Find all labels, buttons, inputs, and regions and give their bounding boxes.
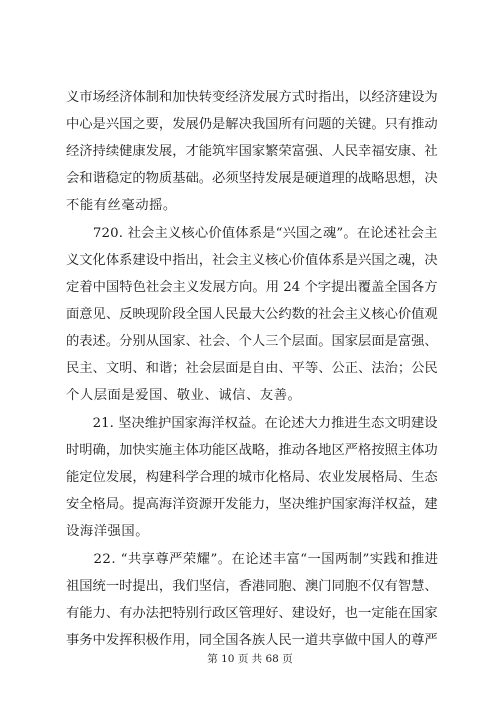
text-line: 个人层面是爱国、敬业、诚信、友善。 [66, 388, 302, 403]
paragraph-start-line: 21. 坚决维护国家海洋权益。在论述大力推进生态文明建设 [66, 416, 438, 431]
text-line: 设海洋强国。 [66, 524, 150, 539]
text-line: 民主、文明、和谐；社会层面是自由、平等、公正、法治；公民 [66, 361, 438, 376]
text-line: 会和谐稳定的物质基础。必须坚持发展是硬道理的战略思想，决 [66, 171, 438, 186]
text-line: 的表述。分别从国家、社会、个人三个层面。国家层面是富强、 [66, 334, 438, 349]
text-line: 时明确，加快实施主体功能区战略，推动各地区严格按照主体功 [66, 443, 438, 458]
text-line: 面意见、反映现阶段全国人民最大公约数的社会主义核心价值观 [66, 307, 438, 322]
page-number-footer: 第 10 页 共 68 页 [207, 653, 293, 665]
paragraph-start-line: 720. 社会主义核心价值体系是“兴国之魂”。在论述社会主 [66, 226, 438, 241]
text-line: 安全格局。提高海洋资源开发能力，坚决维护国家海洋权益，建 [66, 497, 438, 512]
text-line: 祖国统一时提出，我们坚信，香港同胞、澳门同胞不仅有智慧、 [66, 579, 438, 594]
text-line: 事务中发挥积极作用，同全国各族人民一道共享做中国人的尊严 [66, 633, 438, 648]
text-line: 义文化体系建设中指出，社会主义核心价值体系是兴国之魂，决 [66, 253, 438, 268]
text-line: 有能力、有办法把特别行政区管理好、建设好，也一定能在国家 [66, 606, 438, 621]
paragraph-start-line: 22. “共享尊严荣耀”。在论述丰富“一国两制”实践和推进 [66, 552, 439, 567]
text-line: 中心是兴国之要，发展仍是解决我国所有问题的关键。只有推动 [66, 117, 438, 132]
text-line: 定着中国特色社会主义发展方向。用 24 个字提出覆盖全国各方 [66, 280, 438, 295]
text-line: 不能有丝毫动摇。 [66, 198, 177, 213]
text-line: 义市场经济体制和加快转变经济发展方式时指出，以经济建设为 [66, 90, 438, 105]
text-line: 经济持续健康发展，才能筑牢国家繁荣富强、人民幸福安康、社 [66, 144, 438, 159]
text-line: 能定位发展，构建科学合理的城市化格局、农业发展格局、生态 [66, 470, 438, 485]
